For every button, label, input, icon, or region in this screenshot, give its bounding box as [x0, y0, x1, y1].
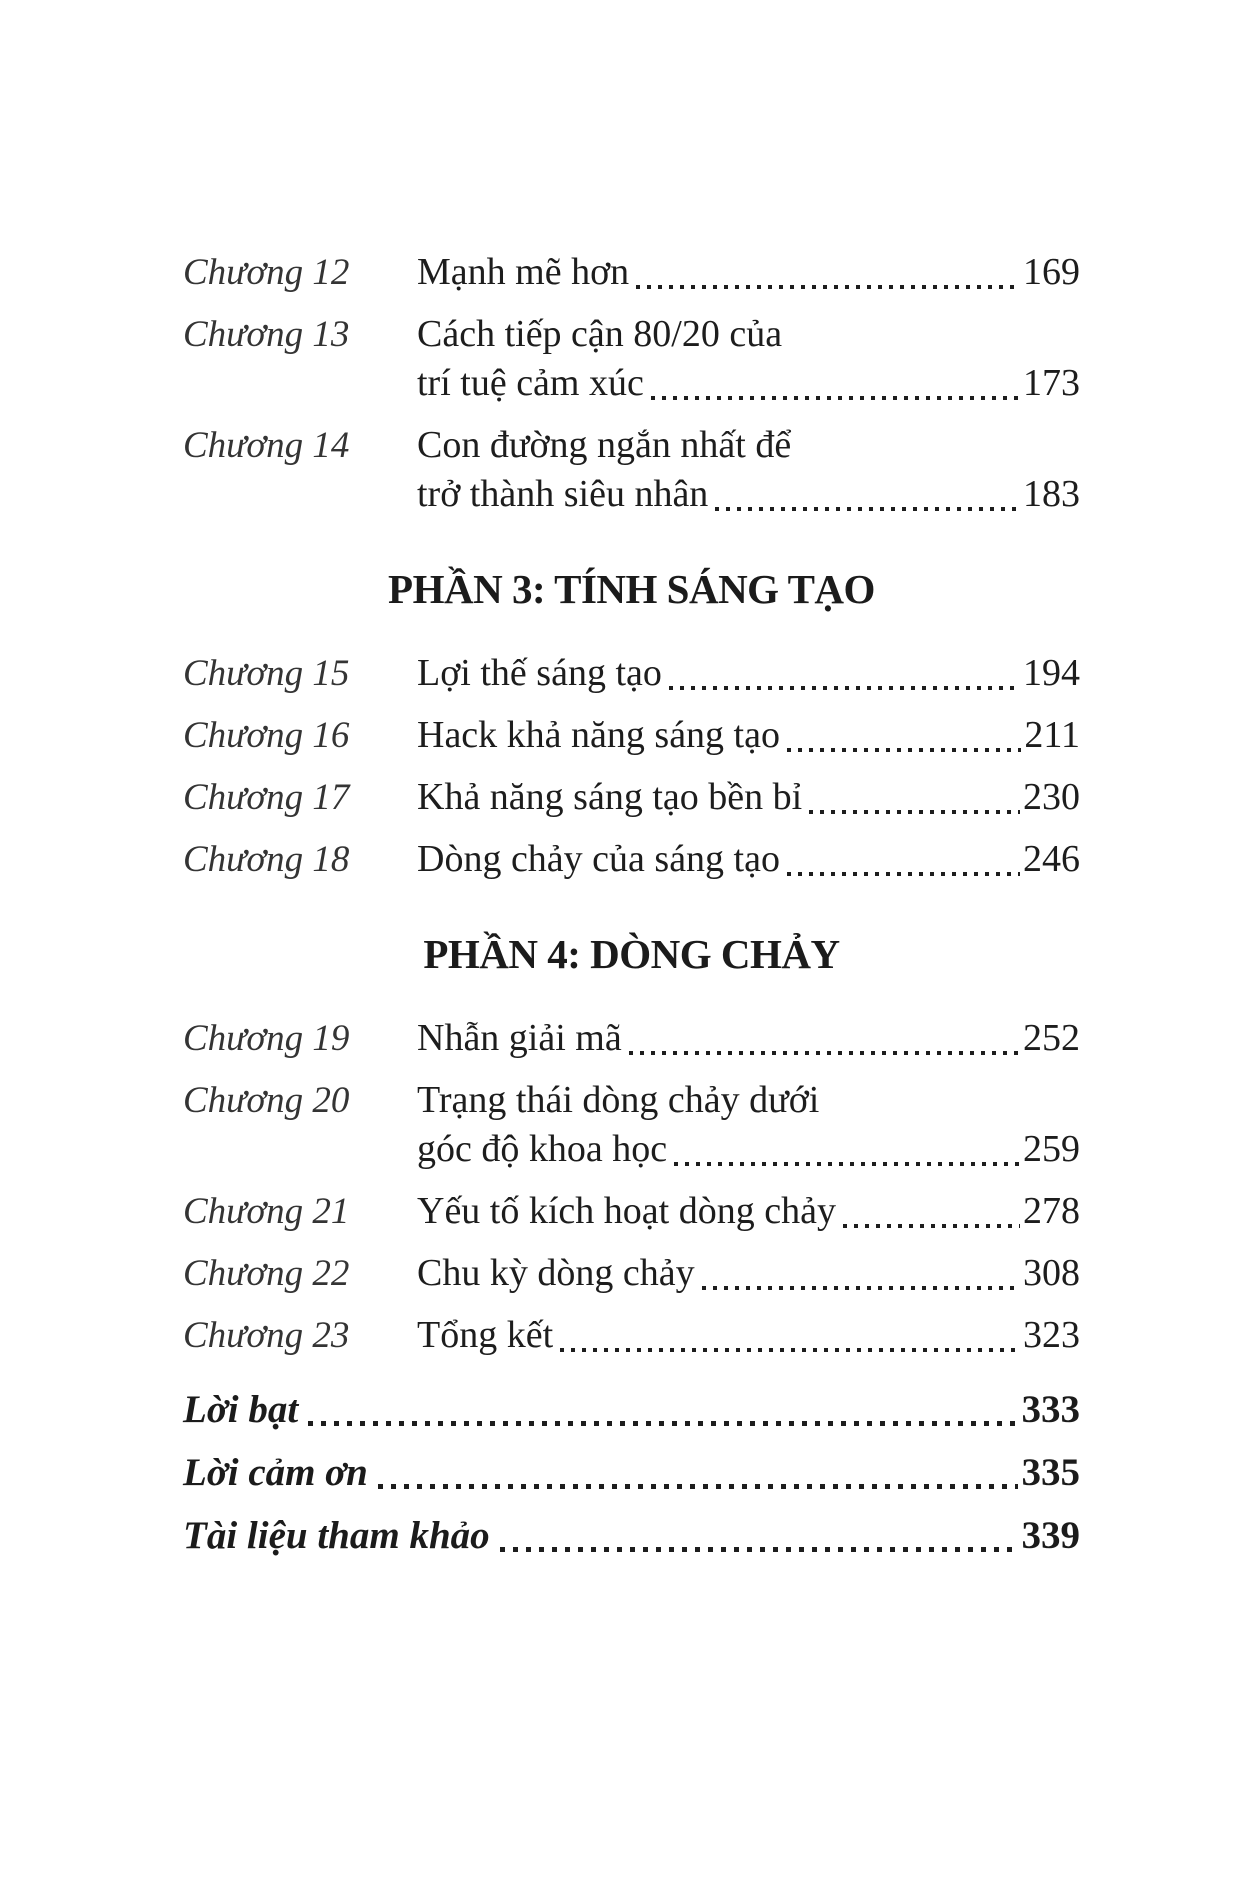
entry-line — [417, 310, 1080, 359]
entry-body — [417, 649, 1080, 698]
page-number: 278 — [1023, 1190, 1080, 1232]
page-number: 169 — [1023, 251, 1080, 293]
entry-line — [417, 248, 1080, 297]
chapter-title: Lợi thế sáng tạo — [417, 652, 662, 694]
entry-body — [417, 1187, 1080, 1236]
entry-body — [417, 248, 1080, 297]
entry-line — [417, 1249, 1080, 1298]
entry-body — [417, 310, 1080, 408]
chapter-title: Hack khả năng sáng tạo — [417, 714, 780, 756]
toc-entry — [183, 773, 1080, 822]
chapter-title-continued: trở thành siêu nhân — [417, 473, 709, 515]
page-number: 252 — [1023, 1017, 1080, 1059]
page-number: 211 — [1024, 714, 1080, 756]
dot-leader — [500, 1547, 1018, 1552]
dot-leader — [702, 1286, 1020, 1290]
dot-leader — [674, 1162, 1020, 1166]
chapter-title: Tổng kết — [417, 1314, 554, 1356]
dot-leader — [651, 396, 1020, 400]
toc-entry — [183, 1014, 1080, 1063]
entry-body — [417, 1311, 1080, 1360]
entry-line — [417, 1076, 1080, 1125]
entry-body — [417, 773, 1080, 822]
entry-line — [417, 1311, 1080, 1360]
page-number: 173 — [1023, 362, 1080, 404]
dot-leader — [560, 1348, 1020, 1352]
entry-line — [417, 835, 1080, 884]
back-matter-entry — [183, 1448, 1080, 1497]
toc-entry — [183, 1311, 1080, 1360]
section-heading-part-4: PHẦN 4: DÒNG CHẢY — [423, 931, 840, 977]
entry-line — [417, 421, 1080, 470]
chapter-label: Chương 15 — [183, 653, 350, 694]
back-matter-label: Lời bạt — [183, 1388, 299, 1431]
page-number: 183 — [1023, 473, 1080, 515]
entry-body — [417, 1014, 1080, 1063]
chapter-title: Yếu tố kích hoạt dòng chảy — [417, 1190, 836, 1232]
toc-entry — [183, 248, 1080, 297]
entry-line — [417, 359, 1080, 408]
dot-leader — [787, 748, 1021, 752]
chapter-title-continued: trí tuệ cảm xúc — [417, 362, 644, 404]
back-matter-entry — [183, 1385, 1080, 1434]
chapter-title: Trạng thái dòng chảy dưới — [417, 1079, 820, 1121]
entry-body — [417, 711, 1080, 760]
dot-leader — [843, 1224, 1020, 1228]
entry-line — [417, 1125, 1080, 1174]
dot-leader — [715, 507, 1020, 511]
back-matter-entry — [183, 1511, 1080, 1560]
toc-entry — [183, 1187, 1080, 1236]
page-number: 333 — [1021, 1388, 1080, 1431]
toc-entry — [183, 1249, 1080, 1298]
page-number: 323 — [1023, 1314, 1080, 1356]
toc-entry — [183, 421, 1080, 519]
dot-leader — [787, 872, 1020, 876]
chapter-label: Chương 23 — [183, 1315, 350, 1356]
chapter-label: Chương 21 — [183, 1191, 350, 1232]
chapter-label: Chương 14 — [183, 425, 350, 466]
entry-body — [417, 421, 1080, 519]
toc-entry — [183, 711, 1080, 760]
page-number: 308 — [1023, 1252, 1080, 1294]
entry-line — [417, 470, 1080, 519]
toc-entry — [183, 649, 1080, 698]
chapter-title-continued: góc độ khoa học — [417, 1128, 668, 1170]
section-heading-part-3: PHẦN 3: TÍNH SÁNG TẠO — [388, 566, 875, 612]
back-matter-label: Lời cảm ơn — [183, 1451, 368, 1494]
entry-line — [417, 711, 1080, 760]
chapter-label: Chương 13 — [183, 314, 350, 355]
chapter-label: Chương 18 — [183, 839, 350, 880]
dot-leader — [669, 686, 1020, 690]
chapter-label: Chương 12 — [183, 252, 350, 293]
chapter-title: Con đường ngắn nhất để — [417, 424, 792, 466]
toc-entry — [183, 310, 1080, 408]
page-number: 230 — [1023, 776, 1080, 818]
chapter-title: Khả năng sáng tạo bền bỉ — [417, 776, 803, 818]
page-number: 259 — [1023, 1128, 1080, 1170]
chapter-title: Nhẫn giải mã — [417, 1017, 622, 1059]
dot-leader — [629, 1051, 1020, 1055]
entry-line — [417, 1014, 1080, 1063]
entry-line — [417, 1187, 1080, 1236]
chapter-title: Cách tiếp cận 80/20 của — [417, 313, 783, 355]
page-number: 246 — [1023, 838, 1080, 880]
entry-line — [417, 649, 1080, 698]
toc-entry — [183, 835, 1080, 884]
chapter-label: Chương 17 — [183, 777, 350, 818]
chapter-label: Chương 19 — [183, 1018, 350, 1059]
back-matter-section — [183, 1385, 1080, 1560]
page-number: 339 — [1021, 1514, 1080, 1557]
page-number: 335 — [1021, 1451, 1080, 1494]
dot-leader — [636, 285, 1020, 289]
chapter-label: Chương 16 — [183, 715, 350, 756]
chapter-label: Chương 20 — [183, 1080, 350, 1121]
back-matter-label: Tài liệu tham khảo — [183, 1514, 490, 1557]
dot-leader — [378, 1484, 1018, 1489]
entry-body — [417, 1249, 1080, 1298]
toc-entry — [183, 1076, 1080, 1174]
chapter-title: Dòng chảy của sáng tạo — [417, 838, 780, 880]
chapter-label: Chương 22 — [183, 1253, 350, 1294]
dot-leader — [809, 810, 1020, 814]
chapter-title: Mạnh mẽ hơn — [417, 251, 630, 293]
entry-body — [417, 1076, 1080, 1174]
page-number: 194 — [1023, 652, 1080, 694]
dot-leader — [308, 1421, 1017, 1426]
entry-line — [417, 773, 1080, 822]
chapter-title: Chu kỳ dòng chảy — [417, 1252, 695, 1294]
entry-body — [417, 835, 1080, 884]
